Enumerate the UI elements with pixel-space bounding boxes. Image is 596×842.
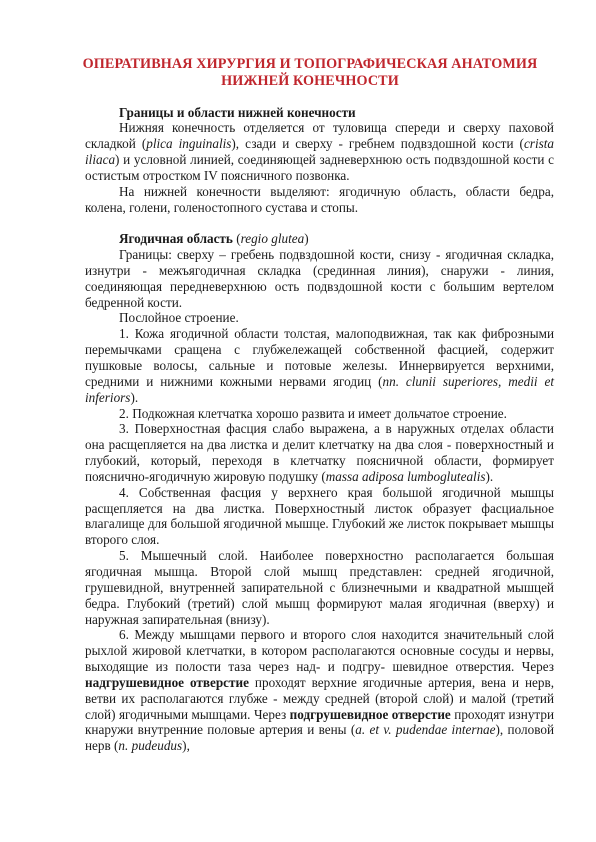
title-line-2: НИЖНЕЙ КОНЕЧНОСТИ (221, 72, 399, 89)
document-body (85, 105, 554, 755)
paragraph-layer-1: 1. Кожа ягодичной области толстая, малоподвижная, так как фиброзными перемычками сращена с глубжележащей собственной фасцией, содержит пушковые волосы, сальные и потовые железы. Иннервируется верхними, средними и нижними кожными нервами ягодиц (nn. clunii superiores, medii et inferiors). (85, 326, 554, 405)
section-heading-borders: Границы и области нижней конечности (119, 104, 356, 120)
title-line-1: ОПЕРАТИВНАЯ ХИРУРГИЯ И ТОПОГРАФИЧЕСКАЯ АНАТОМИЯ (82, 56, 538, 72)
paragraph-layer-5: 5. Мышечный слой. Наиболее поверхностно располагается большая ягодичная мышца. Второй слой мышц представлен: средней ягодичной, грушевидной, внутренней запирательной с близнечными и квадратной мышцей бедра. Глубокий (третий) слой мышц формируют малая ягодичная (вверху) и наружная запирательная (внизу). (85, 548, 554, 627)
page-title (80, 56, 540, 89)
paragraph-layer-4: 4. Собственная фасция у верхнего края большой ягодичной мышцы расщепляется на два листка. Поверхностный листок образует фасциальное влагалище для большой ягодичной мышце. Глубокий же листок покрывает мышцы второго слоя. (85, 484, 554, 548)
paragraph-gluteal-boundaries: Границы: сверху – гребень подвздошной кости, снизу - ягодичная складка, изнутри - межъягодичная складка (срединная линия), снаружи - линия, соединяющая передневерхнюю ость подвздошной кости с большим вертелом бедренной кости. (85, 247, 554, 310)
section-heading-gluteal: Ягодичная область (regio glutea) (119, 231, 309, 247)
paragraph-layer-2: 2. Подкожная клетчатка хорошо развита и имеет дольчатое строение. (119, 405, 507, 421)
paragraph-borders-1: Нижняя конечность отделяется от туловища спереди и сверху паховой складкой (plica inguinalis), сзади и сверху - гребнем подвздошной кости (crista iliaca) и условной линией, соединяющей задневерхнюю ость подвздошной кости с остистым отростком IV поясничного позвонка. (85, 120, 554, 183)
paragraph-layer-6: 6. Между мышцами первого и второго слоя находится значительный слой рыхлой жировой клетчатки, в котором располагаются основные сосуды и нервы, выходящие из полости таза через над- и подгру- шевидное отверстия. Через надгрушевидное отверстие проходят верхние ягодичные артерия, вена и нерв, ветви их располагаются глубже - между средней (второй слой) и малой (третий слой) ягодичными мышцами. Через подгрушевидное отверстие проходят изнутри кнаружи внутренние половые артерия и вены (a. et v. pudendae internae), половой нерв (n. pudeudus), (85, 627, 554, 754)
paragraph-layer-3: 3. Поверхностная фасция слабо выражена, а в наружных отделах области она расщепляется на два листка и делит клетчатку на два слоя - поверхностный и глубокий, который, переходя в клетчатку поясничной области, формирует пояснично-ягодичную жировую подушку (massa adiposa lumboglutealis). (85, 421, 554, 484)
paragraph-borders-2: На нижней конечности выделяют: ягодичную область, области бедра, колена, голени, голеностопного сустава и стопы. (85, 183, 554, 215)
paragraph-layered-structure: Послойное строение. (119, 310, 239, 326)
